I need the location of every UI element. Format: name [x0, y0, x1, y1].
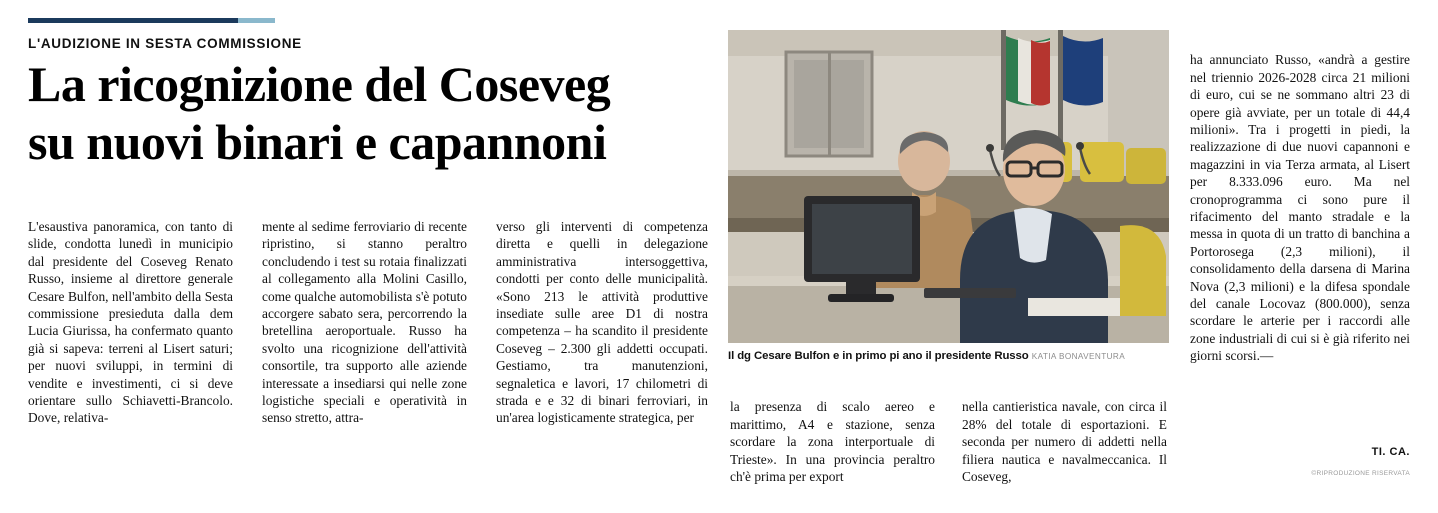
copyright-notice: ©RIPRODUZIONE RISERVATA: [1311, 470, 1410, 477]
photo-caption: [728, 350, 1169, 362]
article-kicker: L'AUDIZIONE IN SESTA COMMISSIONE: [28, 36, 302, 51]
body-text: L'esaustiva panoramica, con tanto di slide, condotta lunedì in municipio dal presidente del Coseveg Renato Russo, insieme al direttore generale Cesare Bulfon, nell'ambito della Sesta commissione presieduta dalla dem Lucia Giurissa, ha confermato quanto già si sapeva: terreni al Lisert saturi; per nuovi sviluppi, in termini di vendite e investimenti, ci si deve orientare sullo Schiavetti-Brancolo. Dove, relativa-: [28, 219, 233, 426]
header-rule-dark: [28, 18, 238, 23]
caption-text: Il dg Cesare Bulfon e in primo pi ano il presidente Russo: [728, 350, 1029, 362]
photo-credit: KATIA BONAVENTURA: [1031, 352, 1126, 361]
body-column-4: [730, 385, 935, 499]
body-column-2: [262, 218, 467, 427]
body-text: nella cantieristica navale, con circa il 28% del totale di esportazioni. E seconda per numero di addetti nella filiera nautica e navalmeccanica. Il Coseveg,: [962, 399, 1167, 485]
headline-line-1: La ricognizione del Coseveg: [28, 56, 611, 112]
photo-illustration: [728, 30, 1169, 343]
body-text: ha annunciato Russo, «andrà a gestire nel triennio 2026-2028 circa 21 milioni di euro, cui se ne sommano altri 23 di opere già avviate, per un totale di 44,4 milioni». Tra i progetti in piedi, la realizzazione di due nuovi capannoni e magazzini in via Terza armata, al Lisert per 8.333.096 euro. Ma nel cronoprogramma ci sono pure il rifacimento del manto stradale e la messa in quota di un tratto di banchina a Portorosega (2,3 milioni), il consolidamento della darsena di Marina Nova (2,3 milioni) e la difesa spondale del canale Locovaz (800.000), senza scordare le arterie per i raccordi alle zone industriali di cui si è già riferito nei giorni scorsi.—: [1190, 52, 1410, 364]
body-text: mente al sedime ferroviario di recente ripristino, si stanno peraltro concludendo i test su rotaia finalizzati al collegamento alla Molini Casillo, come qualche automobilista s'è potuto accorgere sabato sera, percorrendo la bretellina aeroportuale. Russo ha svolto una ricognizione dell'attività consortile, tra supporto alle aziende interessate a insediarsi qui nelle zone logistiche speciali e operatività in senso stretto, attra-: [262, 219, 467, 426]
headline-line-2: su nuovi binari e capannoni: [28, 113, 607, 170]
article-photo: [728, 30, 1169, 343]
body-text: verso gli interventi di competenza diretta e quelli in delegazione amministrativa intersoggettiva, condotti per conto delle municipalità. «Sono 213 le attività produttive insediate sulle aree D1 di nostra competenza – ha scandito il presidente Coseveg – 2.300 gli addetti occupati. Gestiamo, tra manutenzioni, segnaletica e lavori, 17 chilometri di strada e e 32 di binari ferroviari, in un'area logisticamente strategica, per: [496, 219, 708, 426]
page-title: [28, 56, 708, 171]
body-column-6: [1190, 38, 1410, 378]
body-column-1: [28, 218, 233, 427]
body-column-3: [496, 218, 708, 427]
article-byline: TI. CA.: [1371, 446, 1410, 458]
body-column-5: [962, 385, 1167, 499]
body-text: la presenza di scalo aereo e marittimo, A4 e stazione, senza scordare la zona interportuale di Trieste». In una provincia peraltro ch'è prima per export: [730, 399, 935, 485]
